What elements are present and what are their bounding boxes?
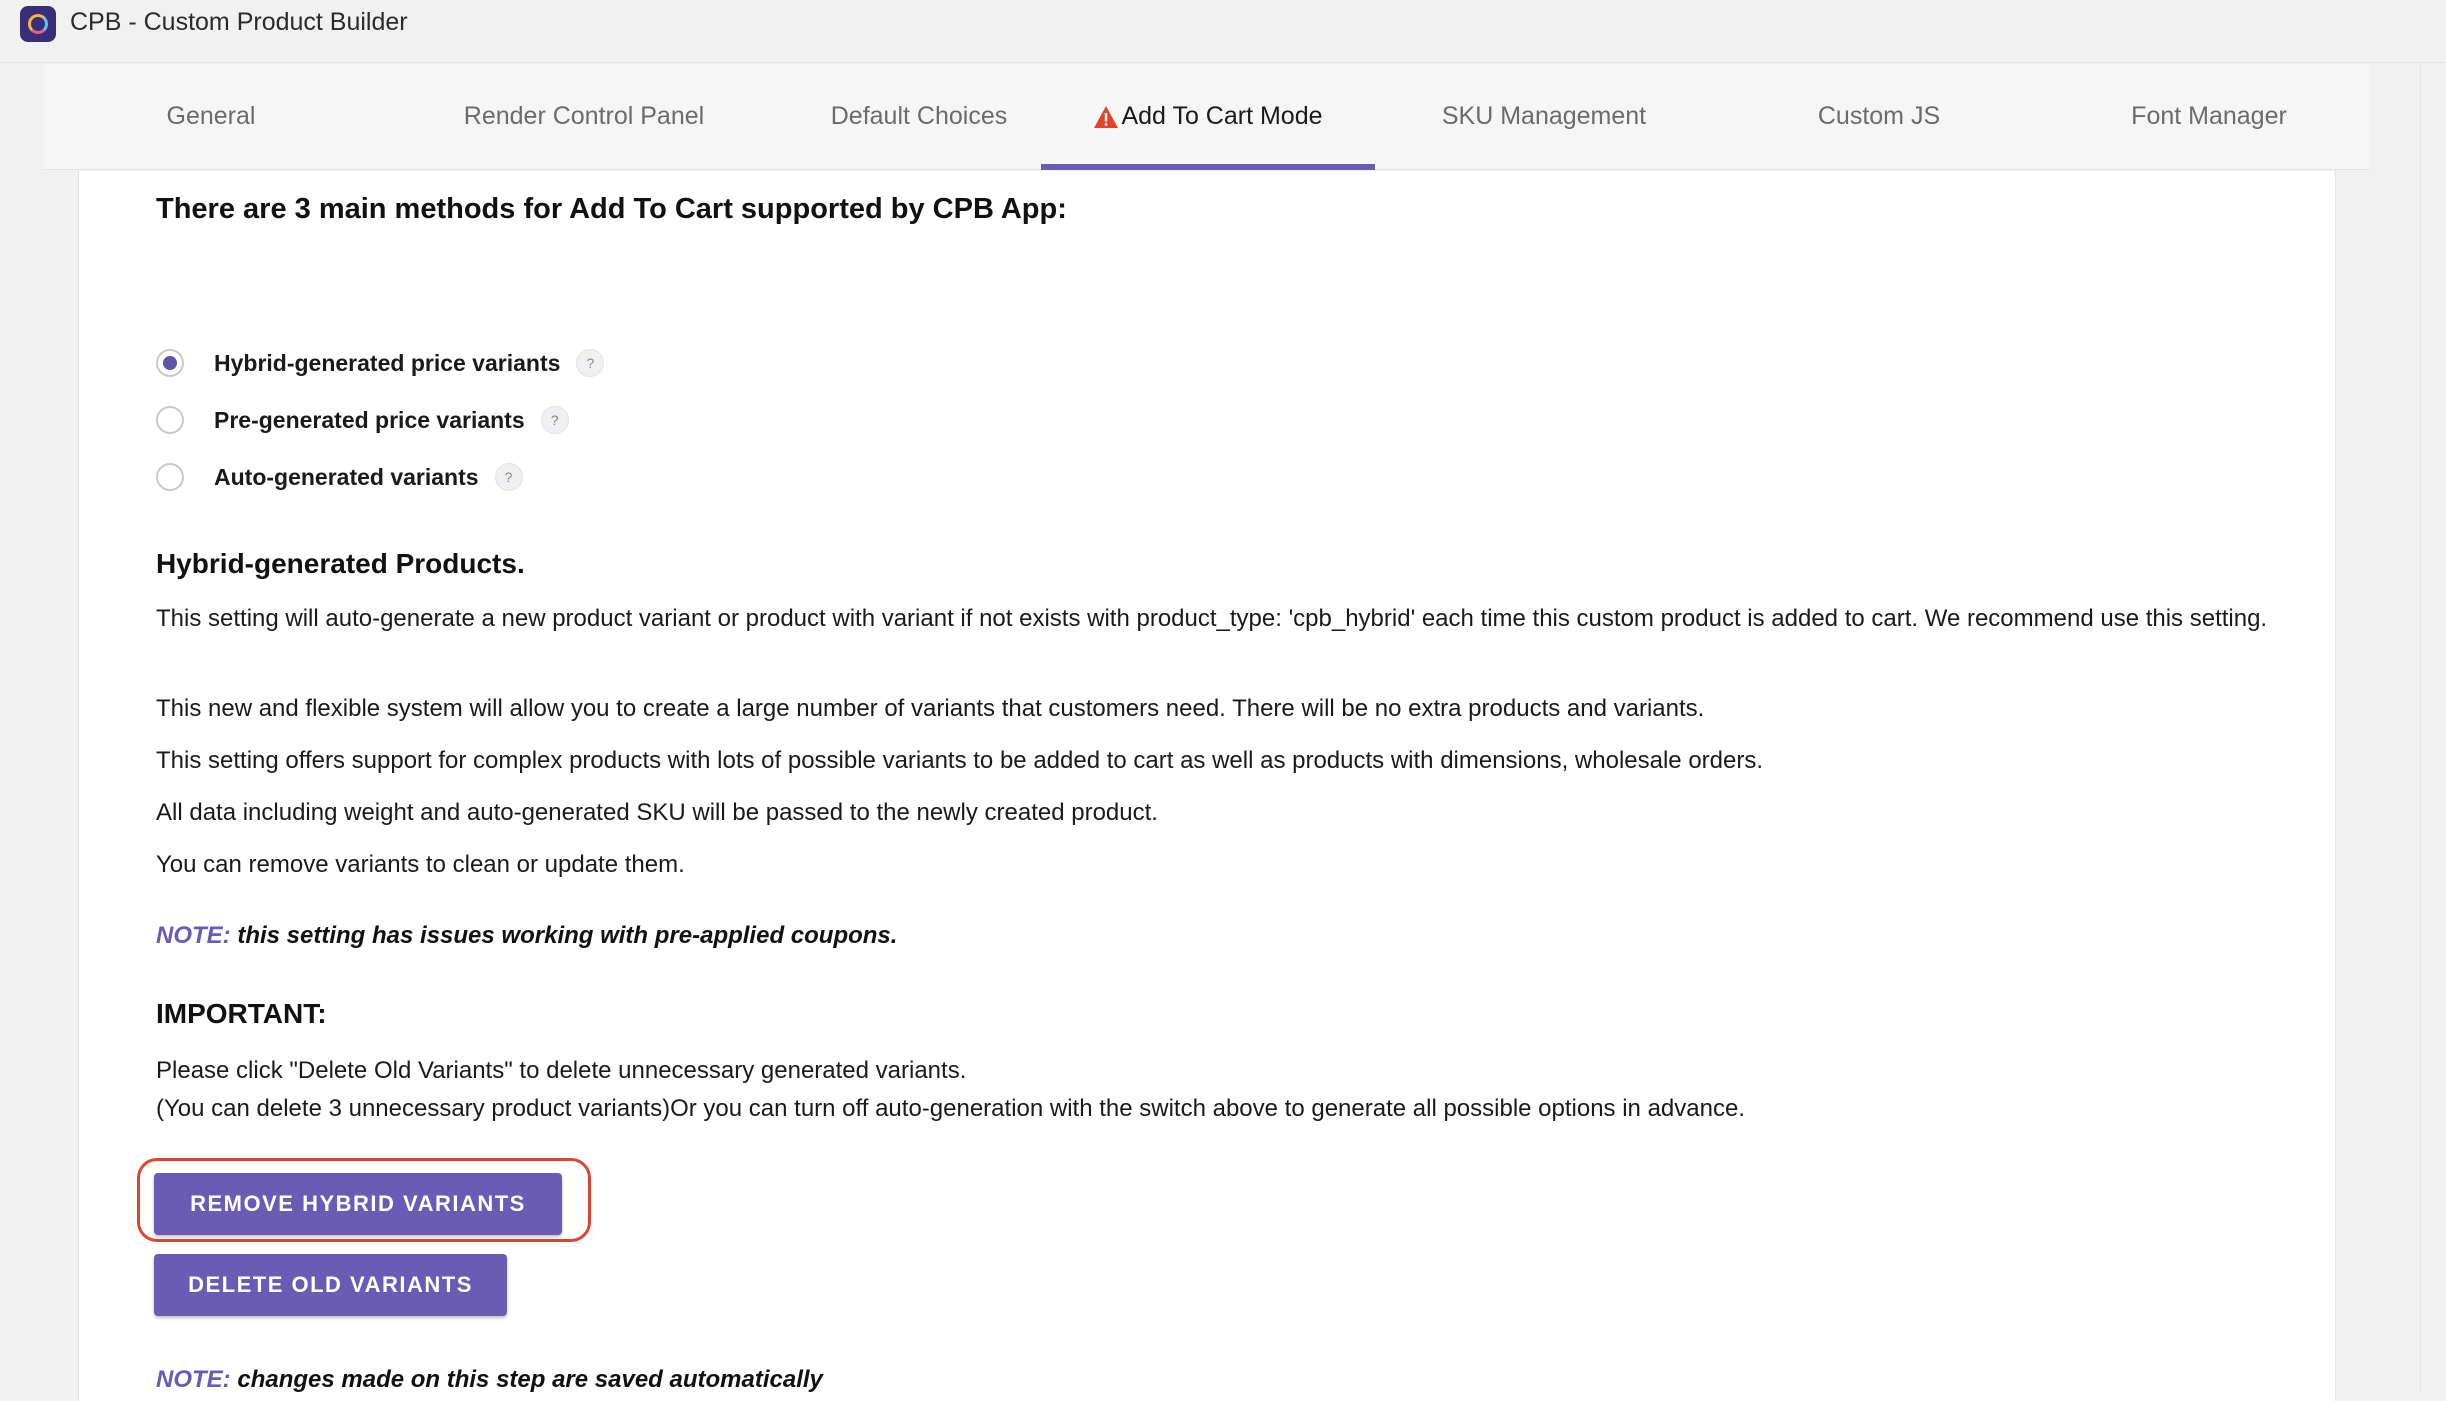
remove-hybrid-variants-button[interactable]: REMOVE HYBRID VARIANTS [154,1173,562,1235]
tab-label: SKU Management [1441,102,1647,130]
option-pre-generated[interactable] [156,403,569,437]
tab-label: Add To Cart Mode [1121,102,1323,130]
tab-add-to-cart-mode[interactable] [1041,64,1375,169]
warning-icon [1093,105,1119,129]
scrollbar-track[interactable] [2420,64,2446,1390]
radio-auto-generated[interactable] [156,463,184,491]
tab-sku-management[interactable] [1374,64,1714,169]
important-line: Please click "Delete Old Variants" to delete unnecessary generated variants. [156,1057,967,1084]
option-hybrid-generated[interactable] [156,346,604,380]
radio-hybrid-generated[interactable] [156,349,184,377]
page-heading: There are 3 main methods for Add To Cart supported by CPB App: [156,193,1067,225]
section-title: Hybrid-generated Products. [156,548,525,579]
note-text: changes made on this step are saved automatically [230,1366,823,1393]
paragraph: You can remove variants to clean or update them. [156,851,685,878]
paragraph: This setting will auto-generate a new product variant or product with variant if not exists with product_type: 'cpb_hybrid' each time this custom product is added to cart. We recommend use this setting. [156,605,2268,632]
help-icon[interactable]: ? [576,349,604,377]
app-logo-icon [20,6,56,42]
help-icon[interactable]: ? [495,463,523,491]
important-line: (You can delete 3 unnecessary product variants)Or you can turn off auto-generation with the switch above to generate all possible options in advance. [156,1095,1745,1122]
note-text: this setting has issues working with pre-applied coupons. [230,922,898,949]
important-title: IMPORTANT: [156,998,327,1029]
option-auto-generated[interactable] [156,460,523,494]
option-label: Pre-generated price variants [214,406,525,433]
option-label: Hybrid-generated price variants [214,349,561,376]
tab-custom-js[interactable] [1724,64,2034,169]
tab-label: General [166,102,256,130]
tab-bar [44,64,2370,170]
help-icon[interactable]: ? [541,406,569,434]
note-label: NOTE: [156,922,231,949]
tab-label: Custom JS [1817,102,1941,130]
tab-general[interactable] [86,64,336,169]
tab-label: Render Control Panel [463,102,705,130]
note-label: NOTE: [156,1366,231,1393]
tab-label: Default Choices [830,102,1008,130]
tab-label: Font Manager [2131,102,2287,130]
title-bar [0,0,2446,63]
note-coupons [156,922,897,950]
delete-old-variants-button[interactable]: DELETE OLD VARIANTS [154,1254,507,1316]
tab-font-manager[interactable] [2054,64,2364,169]
window-title: CPB - Custom Product Builder [70,8,408,36]
paragraph: This new and flexible system will allow you to create a large number of variants that customers need. There will be no extra products and variants. [156,695,1705,722]
radio-pre-generated[interactable] [156,406,184,434]
option-label: Auto-generated variants [214,463,479,490]
paragraph: This setting offers support for complex products with lots of possible variants to be added to cart as well as products with dimensions, wholesale orders. [156,747,1764,774]
paragraph: All data including weight and auto-generated SKU will be passed to the newly created product. [156,799,1158,826]
tab-render-control-panel[interactable] [394,64,774,169]
